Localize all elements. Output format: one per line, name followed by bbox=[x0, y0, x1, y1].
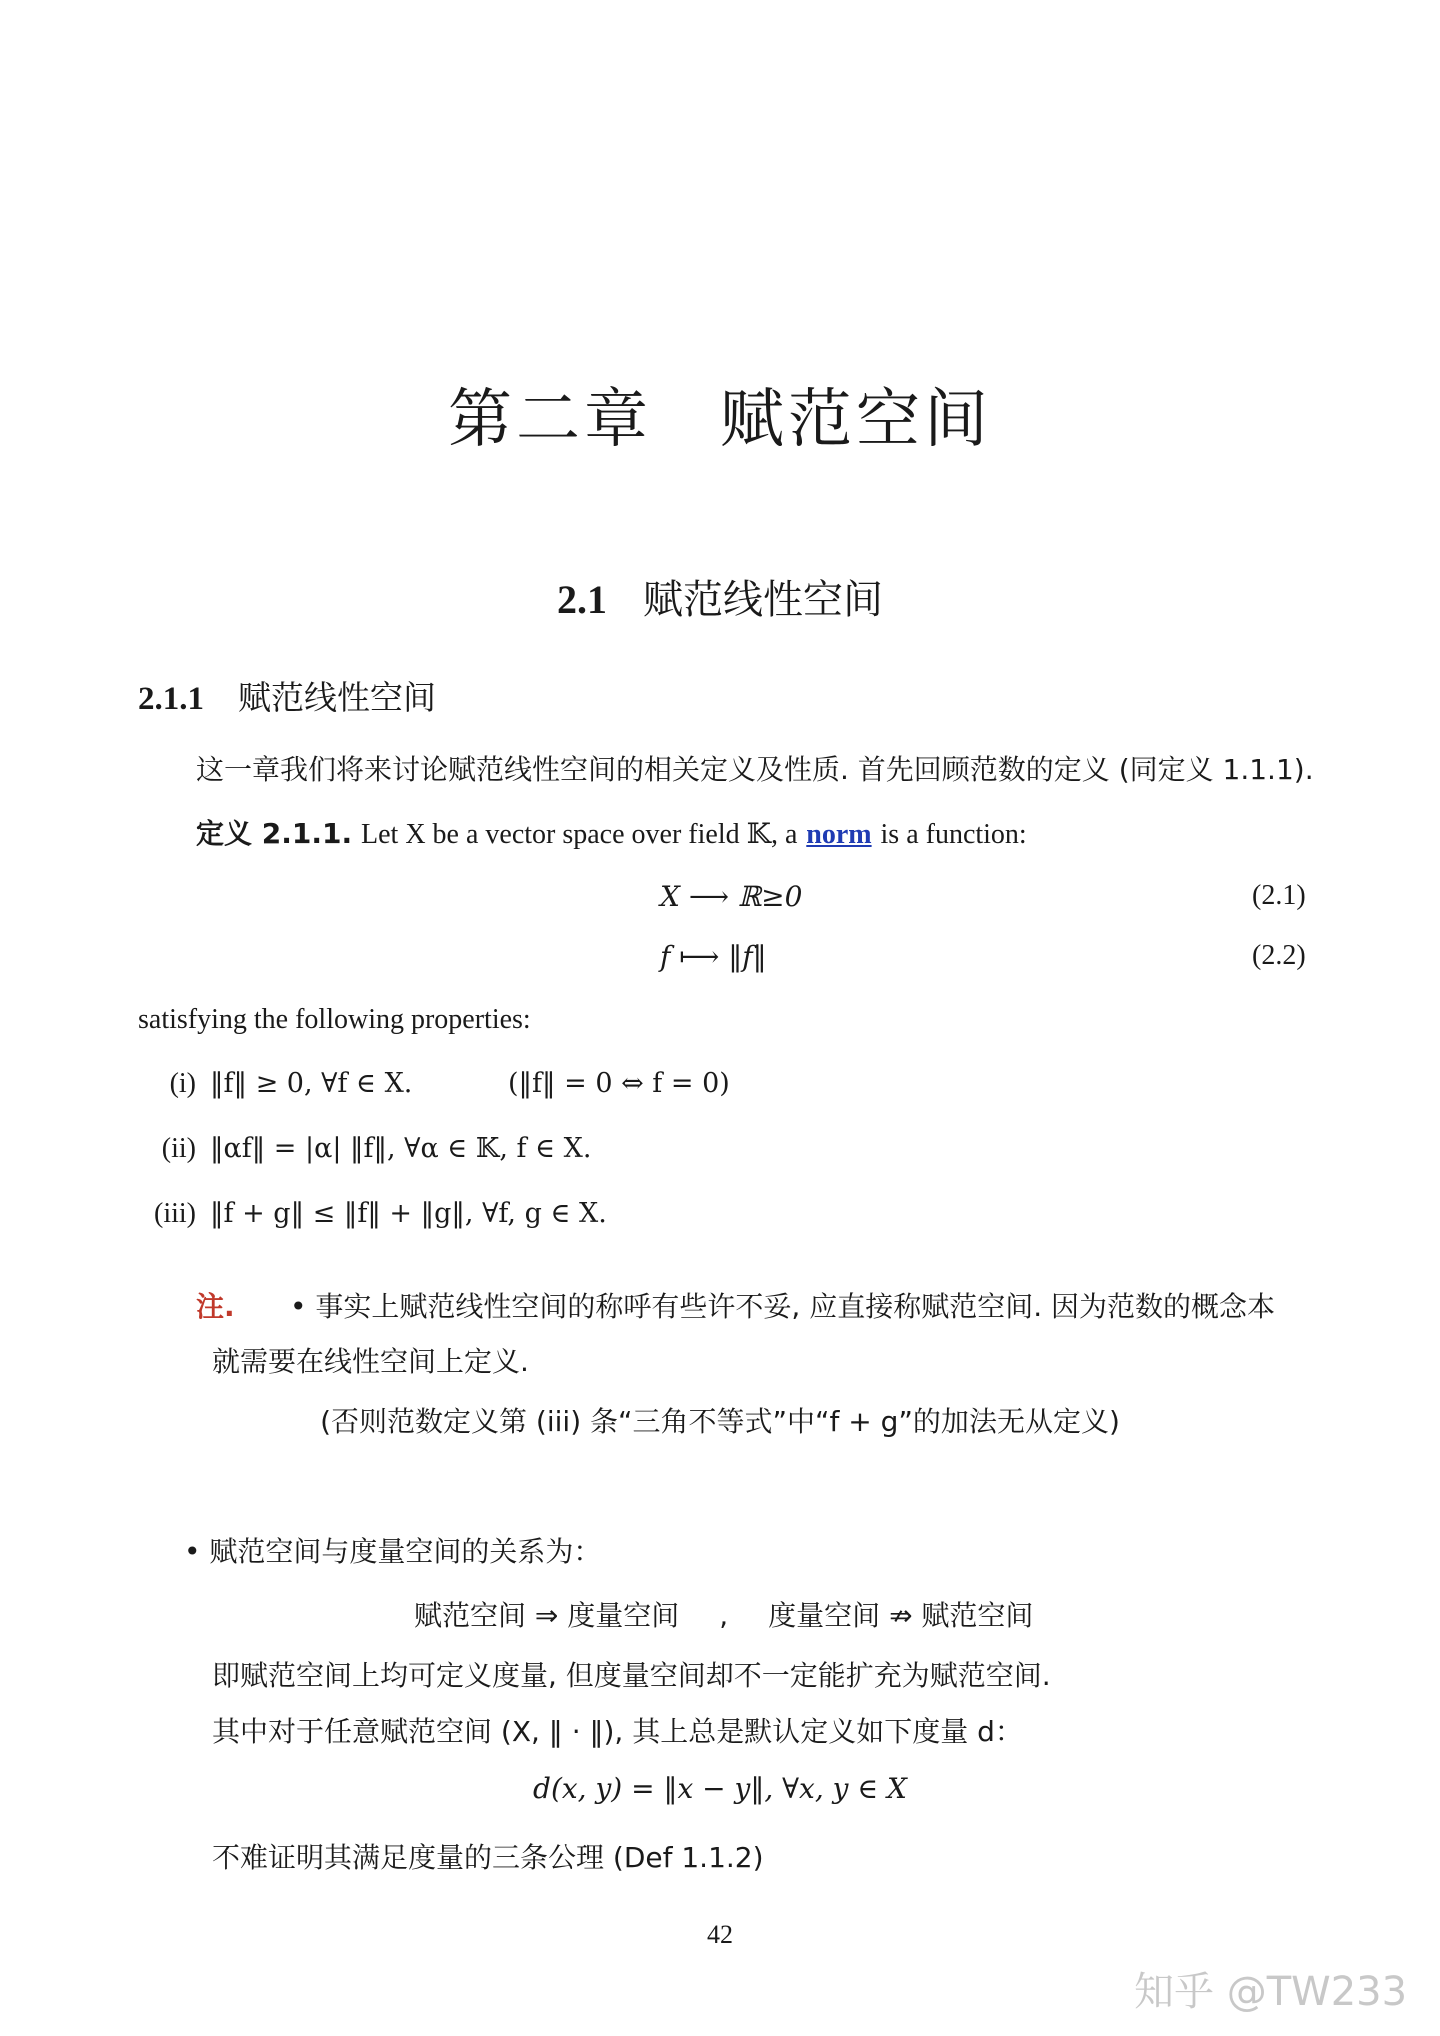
definition-text-after: is a function: bbox=[880, 819, 1027, 850]
section-number: 2.1 bbox=[557, 577, 607, 622]
definition-label: 定义 2.1.1. bbox=[196, 817, 353, 850]
section-title-text: 赋范线性空间 bbox=[643, 577, 883, 623]
intro-paragraph: 这一章我们将来讨论赋范线性空间的相关定义及性质. 首先回顾范数的定义 (同定义 1.1.1). bbox=[196, 753, 1314, 786]
relation-left: 赋范空间 ⇒ 度量空间 bbox=[414, 1599, 680, 1632]
metric-definition-intro: 其中对于任意赋范空间 (X, ‖ · ‖), 其上总是默认定义如下度量 d： bbox=[212, 1715, 1023, 1748]
definition-block bbox=[196, 812, 1027, 852]
section-title bbox=[0, 568, 1440, 625]
equation-number-2-1: (2.1) bbox=[1252, 880, 1306, 911]
note-bullet-1-continued: 就需要在线性空间上定义. bbox=[212, 1345, 529, 1378]
relation-right: 度量空间 ⇏ 赋范空间 bbox=[768, 1599, 1034, 1632]
note-bullet-1: • 事实上赋范线性空间的称呼有些许不妥, 应直接称赋范空间. 因为范数的概念本 bbox=[290, 1290, 1276, 1323]
satisfying-text: satisfying the following properties: bbox=[138, 1004, 531, 1035]
property-label-ii: (ii) bbox=[161, 1133, 196, 1164]
property-remark-i: (‖f‖ = 0 ⇔ f = 0) bbox=[508, 1068, 730, 1099]
relation-separator: , bbox=[719, 1599, 729, 1632]
definition-text-before: Let X be a vector space over field 𝕂, a bbox=[361, 819, 798, 850]
chapter-title: 第二章 赋范空间 bbox=[448, 383, 992, 457]
property-text-ii: ‖αf‖ = |α| ‖f‖, ∀α ∈ 𝕂, f ∈ X. bbox=[210, 1133, 592, 1164]
property-text-iii: ‖f + g‖ ≤ ‖f‖ + ‖g‖, ∀f, g ∈ X. bbox=[210, 1198, 607, 1229]
equation-2-2: f ⟼ ‖f‖ bbox=[660, 940, 767, 973]
relation-explanation: 即赋范空间上均可定义度量, 但度量空间却不一定能扩充为赋范空间. bbox=[212, 1659, 1051, 1692]
property-text-i: ‖f‖ ≥ 0, ∀f ∈ X. bbox=[210, 1068, 413, 1099]
equation-2-1: X ⟶ ℝ≥0 bbox=[660, 880, 803, 913]
subsection-number: 2.1.1 bbox=[138, 681, 204, 717]
equation-number-2-2: (2.2) bbox=[1252, 940, 1306, 971]
property-label-iii: (iii) bbox=[154, 1198, 196, 1229]
note-parenthetical: (否则范数定义第 (iii) 条“三角不等式”中“f + g”的加法无从定义) bbox=[320, 1405, 1120, 1438]
note-label: 注. bbox=[196, 1290, 235, 1323]
property-label-i: (i) bbox=[169, 1068, 196, 1099]
watermark: 知乎 @TW233 bbox=[1134, 1969, 1408, 2015]
norm-link[interactable]: norm bbox=[806, 819, 872, 850]
metric-equation: d(x, y) = ‖x − y‖, ∀x, y ∈ X bbox=[533, 1772, 907, 1805]
page-number: 42 bbox=[707, 1920, 733, 1949]
metric-axioms-note: 不难证明其满足度量的三条公理 (Def 1.1.2) bbox=[212, 1841, 764, 1874]
relation-statement bbox=[414, 1594, 1033, 1634]
subsection-title bbox=[138, 672, 436, 719]
subsection-title-text: 赋范线性空间 bbox=[238, 678, 436, 717]
relation-bullet: • 赋范空间与度量空间的关系为： bbox=[184, 1535, 602, 1568]
